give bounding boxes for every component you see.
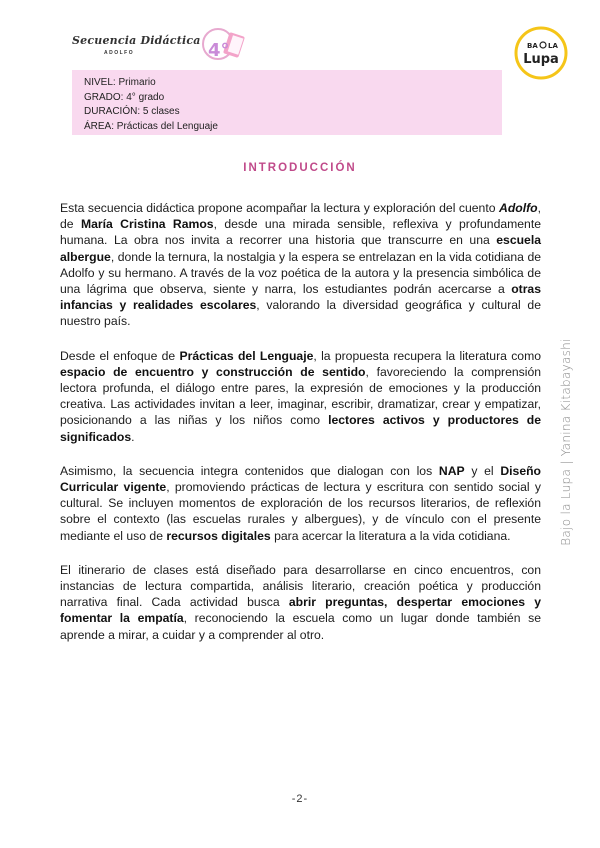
section-title: INTRODUCCIÓN [243,162,357,174]
side-credit-text: Bajo la Lupa | Yanina Kitabayashi [559,338,573,546]
intro-body [60,200,541,661]
paragraph-3: Asimismo, la secuencia integra contenidos que dialogan con los NAP y el Diseño Curricular vigente, promoviendo prácticas de lectura y escritura con sentido social y cultural. Se incluyen momentos de exploración de los recursos literarios, de reflexión sobre el contexto (las escuelas rurales y albergues), y de vínculo con el presente mediante el uso de recursos digitales para acercar la literatura a la vida cotidiana. [60,463,541,543]
page-number: -2- [291,793,309,805]
info-nivel: NIVEL: Primario [84,77,156,88]
logo-art-text: 4° [208,40,230,61]
badge-top-left: BA [527,42,538,50]
course-info-box [72,70,502,135]
badge-bottom: Lupa [523,52,559,67]
info-grado: GRADO: 4° grado [84,91,165,103]
bajo-la-lupa-badge [514,26,568,80]
logo-subtitle: ADOLFO [104,50,135,56]
info-area: ÁREA: Prácticas del Lenguaje [84,120,218,132]
paragraph-2: Desde el enfoque de Prácticas del Lenguaje, la propuesta recupera la literatura como espacio de encuentro y construcción de sentido, favoreciendo la comprensión lectora profunda, el diálogo entre pares, la expresión de emociones y la producción creativa. Las actividades invitan a leer, imaginar, escribir, dramatizar, crear y empatizar, posicionando a las niñas y los niños como lectores activos y productores de significados. [60,348,542,444]
book-logo-icon [192,26,248,66]
paragraph-4: El itinerario de clases está diseñado para desarrollarse en cinco encuentros, con instancias de lectura compartida, análisis literario, creación poética y producción narrativa final. Cada actividad busca abrir preguntas, despertar emociones y fomentar la empatía, reconociendo la escuela como un lugar donde también se aprende a mirar, a cuidar y a comprender al otro. [60,562,541,642]
info-duracion: DURACIÓN: 5 clases [84,106,180,117]
badge-top-right: LA [548,42,558,50]
header-logo [72,26,247,66]
logo-title: Secuencia Didáctica [72,34,201,47]
paragraph-1: Esta secuencia didáctica propone acompañar la lectura y exploración del cuento Adolfo, de María Cristina Ramos, desde una mirada sensible, reflexiva y profundamente humana. La obra nos invita a recorrer una historia que transcurre en una escuela albergue, donde la ternura, la nostalgia y la espera se entrelazan en la vida cotidiana de Adolfo y su hermano. A través de la voz poética de la autora y la presencia simbólica de una lágrima que observa, siente y narra, los estudiantes podrán acercarse a otras infancias y realidades escolares, valorando la diversidad geográfica y cultural de nuestro país. [60,201,542,329]
